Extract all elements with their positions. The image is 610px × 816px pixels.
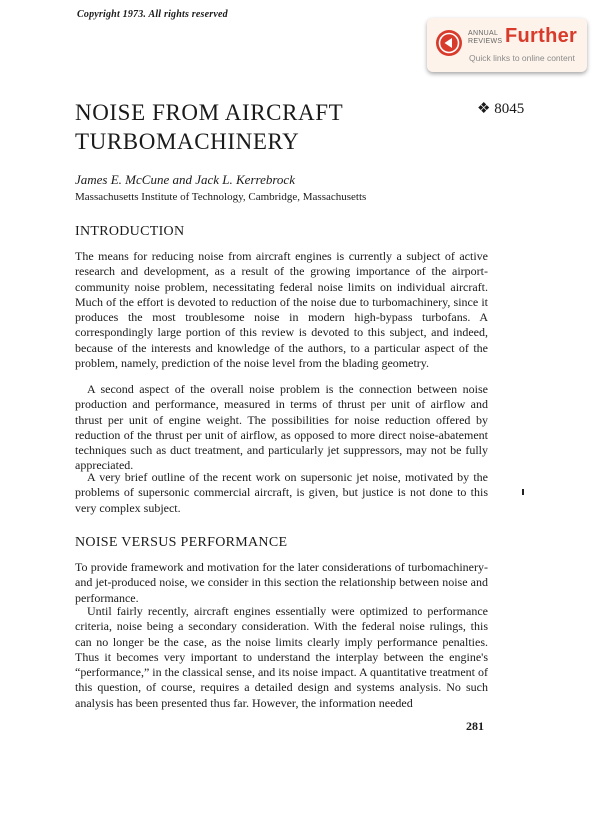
page-number: 281 xyxy=(466,719,484,733)
annual-reviews-logo-text xyxy=(468,30,502,46)
section-heading-introduction: INTRODUCTION xyxy=(75,224,185,239)
play-arrow-icon xyxy=(435,29,463,57)
article-code: ❖ 8045 xyxy=(477,101,525,117)
intro-paragraph-2: A second aspect of the overall noise problem is the connection between noise production and performance, measured in terms of thrust per unit of airflow and thrust per unit of engine weight. The possibilities for noise reduction offered by reduction of the thrust per unit of airflow, as opposed to more direct noise-abatement techniques such as duct treatment, and particularly jet suppressors, may not be fully appreciated. xyxy=(75,382,488,473)
copyright-notice: Copyright 1973. All rights reserved xyxy=(77,9,228,20)
further-subtitle: Quick links to online content xyxy=(469,53,575,63)
affiliation: Massachusetts Institute of Technology, Cambridge, Massachusetts xyxy=(75,191,367,203)
intro-paragraph-3: A very brief outline of the recent work on supersonic jet noise, motivated by the problems of supersonic commercial aircraft, is given, but justice is not done to this very complex subject. xyxy=(75,470,488,515)
margin-mark xyxy=(522,489,524,495)
annual-label: ANNUAL xyxy=(468,30,499,37)
article-title: NOISE FROM AIRCRAFT TURBOMACHINERY xyxy=(75,100,343,154)
intro-paragraph-1: The means for reducing noise from aircraft engines is currently a subject of active research and development, as a result of the growing importance of the airport-community noise problem, necessitating federal noise limits on individual aircraft. Much of the effort is devoted to reduction of the noise due to turbomachinery, since it produces the most troublesome noise in modern high-bypass turbofans. A correspondingly large portion of this review is devoted to this subject, and indeed, because of the interests and knowledge of the authors, to a particular aspect of the problem, namely, prediction of the noise level from the blading geometry. xyxy=(75,249,488,371)
annual-reviews-further-link[interactable] xyxy=(427,18,587,72)
authors: James E. McCune and Jack L. Kerrebrock xyxy=(75,172,295,187)
further-brand: Further xyxy=(505,25,578,47)
perf-paragraph-1: To provide framework and motivation for the later considerations of turbomachinery- and jet-produced noise, we consider in this section the relationship between noise and performance. xyxy=(75,560,488,605)
reviews-label: REVIEWS xyxy=(468,38,503,45)
section-heading-noise-vs-performance: NOISE VERSUS PERFORMANCE xyxy=(75,535,288,550)
perf-paragraph-2: Until fairly recently, aircraft engines essentially were optimized to performance criteria, noise being a secondary consideration. With the federal noise rulings, this can no longer be the case, as the noise limits clearly imply performance penalties. Thus it becomes very important to understand the interplay between the engine's “performance,” in the classical sense, and its noise impact. A quantitative treatment of this question, of course, requires a detailed design and systems analysis. No such analysis has been presented thus far. However, the information needed xyxy=(75,604,488,710)
